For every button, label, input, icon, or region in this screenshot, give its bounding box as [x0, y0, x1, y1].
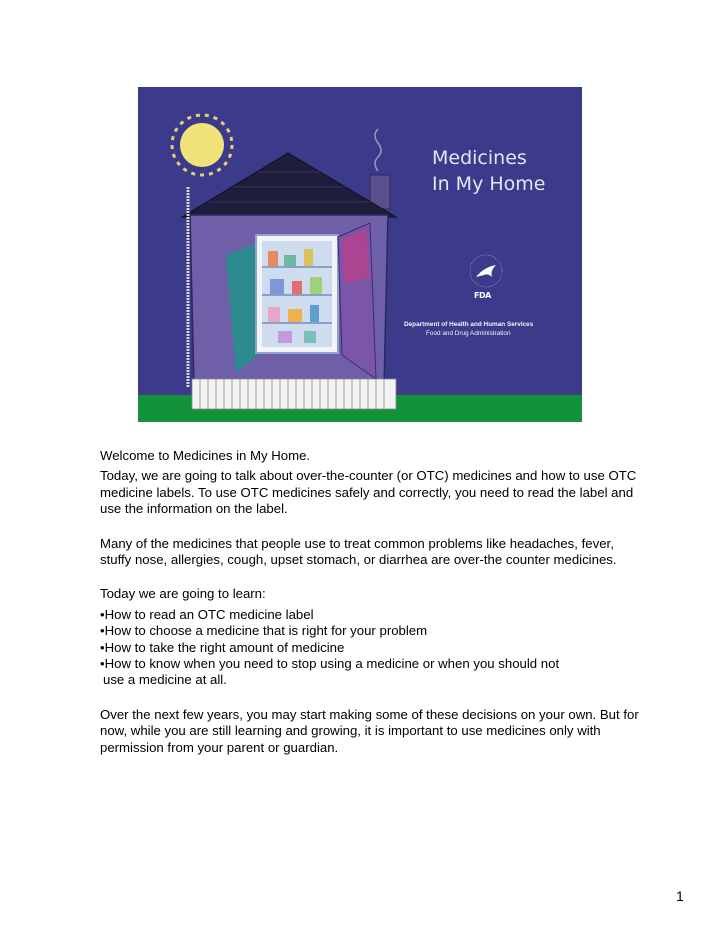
department-caption	[404, 320, 574, 338]
slide-title-line1: Medicines	[432, 147, 527, 169]
smoke	[375, 129, 381, 171]
sun-icon	[172, 115, 232, 175]
paragraph-3: Over the next few years, you may start making some of these decisions on your own. But for now, while you are still learning and growing, it is important to use medicines only with permission from your parent or guardian.	[100, 706, 639, 755]
bullet-item: •How to know when you need to stop using a medicine or when you should not	[100, 656, 560, 672]
fda-logo: FDA	[474, 291, 491, 300]
learn-heading: Today we are going to learn:	[100, 586, 266, 602]
paragraph-1: Today, we are going to talk about over-the-counter (or OTC) medicines and how to use OTC medicine labels. To use OTC medicines safely and correctly, you need to read the label and use the information on the label.	[100, 468, 637, 517]
bullet-continuation: use a medicine at all.	[103, 672, 227, 688]
bullet-item: •How to choose a medicine that is right for your problem	[100, 623, 428, 639]
page-number: 1	[676, 888, 684, 904]
department-name: Department of Health and Human Services	[404, 321, 534, 328]
bullet-item: •How to take the right amount of medicine	[100, 639, 345, 655]
hhs-eagle-logo-icon	[470, 255, 502, 287]
slide-title	[432, 145, 545, 197]
picket-fence	[192, 379, 396, 409]
notes-text	[100, 448, 640, 756]
title-slide-image	[138, 87, 582, 422]
bullet-item: •How to read an OTC medicine label	[100, 606, 314, 622]
paragraph-2: Many of the medicines that people use to treat common problems like headaches, fever, stuffy nose, allergies, cough, upset stomach, or diarrhea are over-the counter medicines.	[100, 535, 617, 568]
intro-line: Welcome to Medicines in My Home.	[100, 448, 311, 463]
agency-name: Food and Drug Administration	[426, 330, 511, 337]
house-illustration	[138, 87, 582, 422]
slide-title-line2: In My Home	[432, 173, 546, 195]
